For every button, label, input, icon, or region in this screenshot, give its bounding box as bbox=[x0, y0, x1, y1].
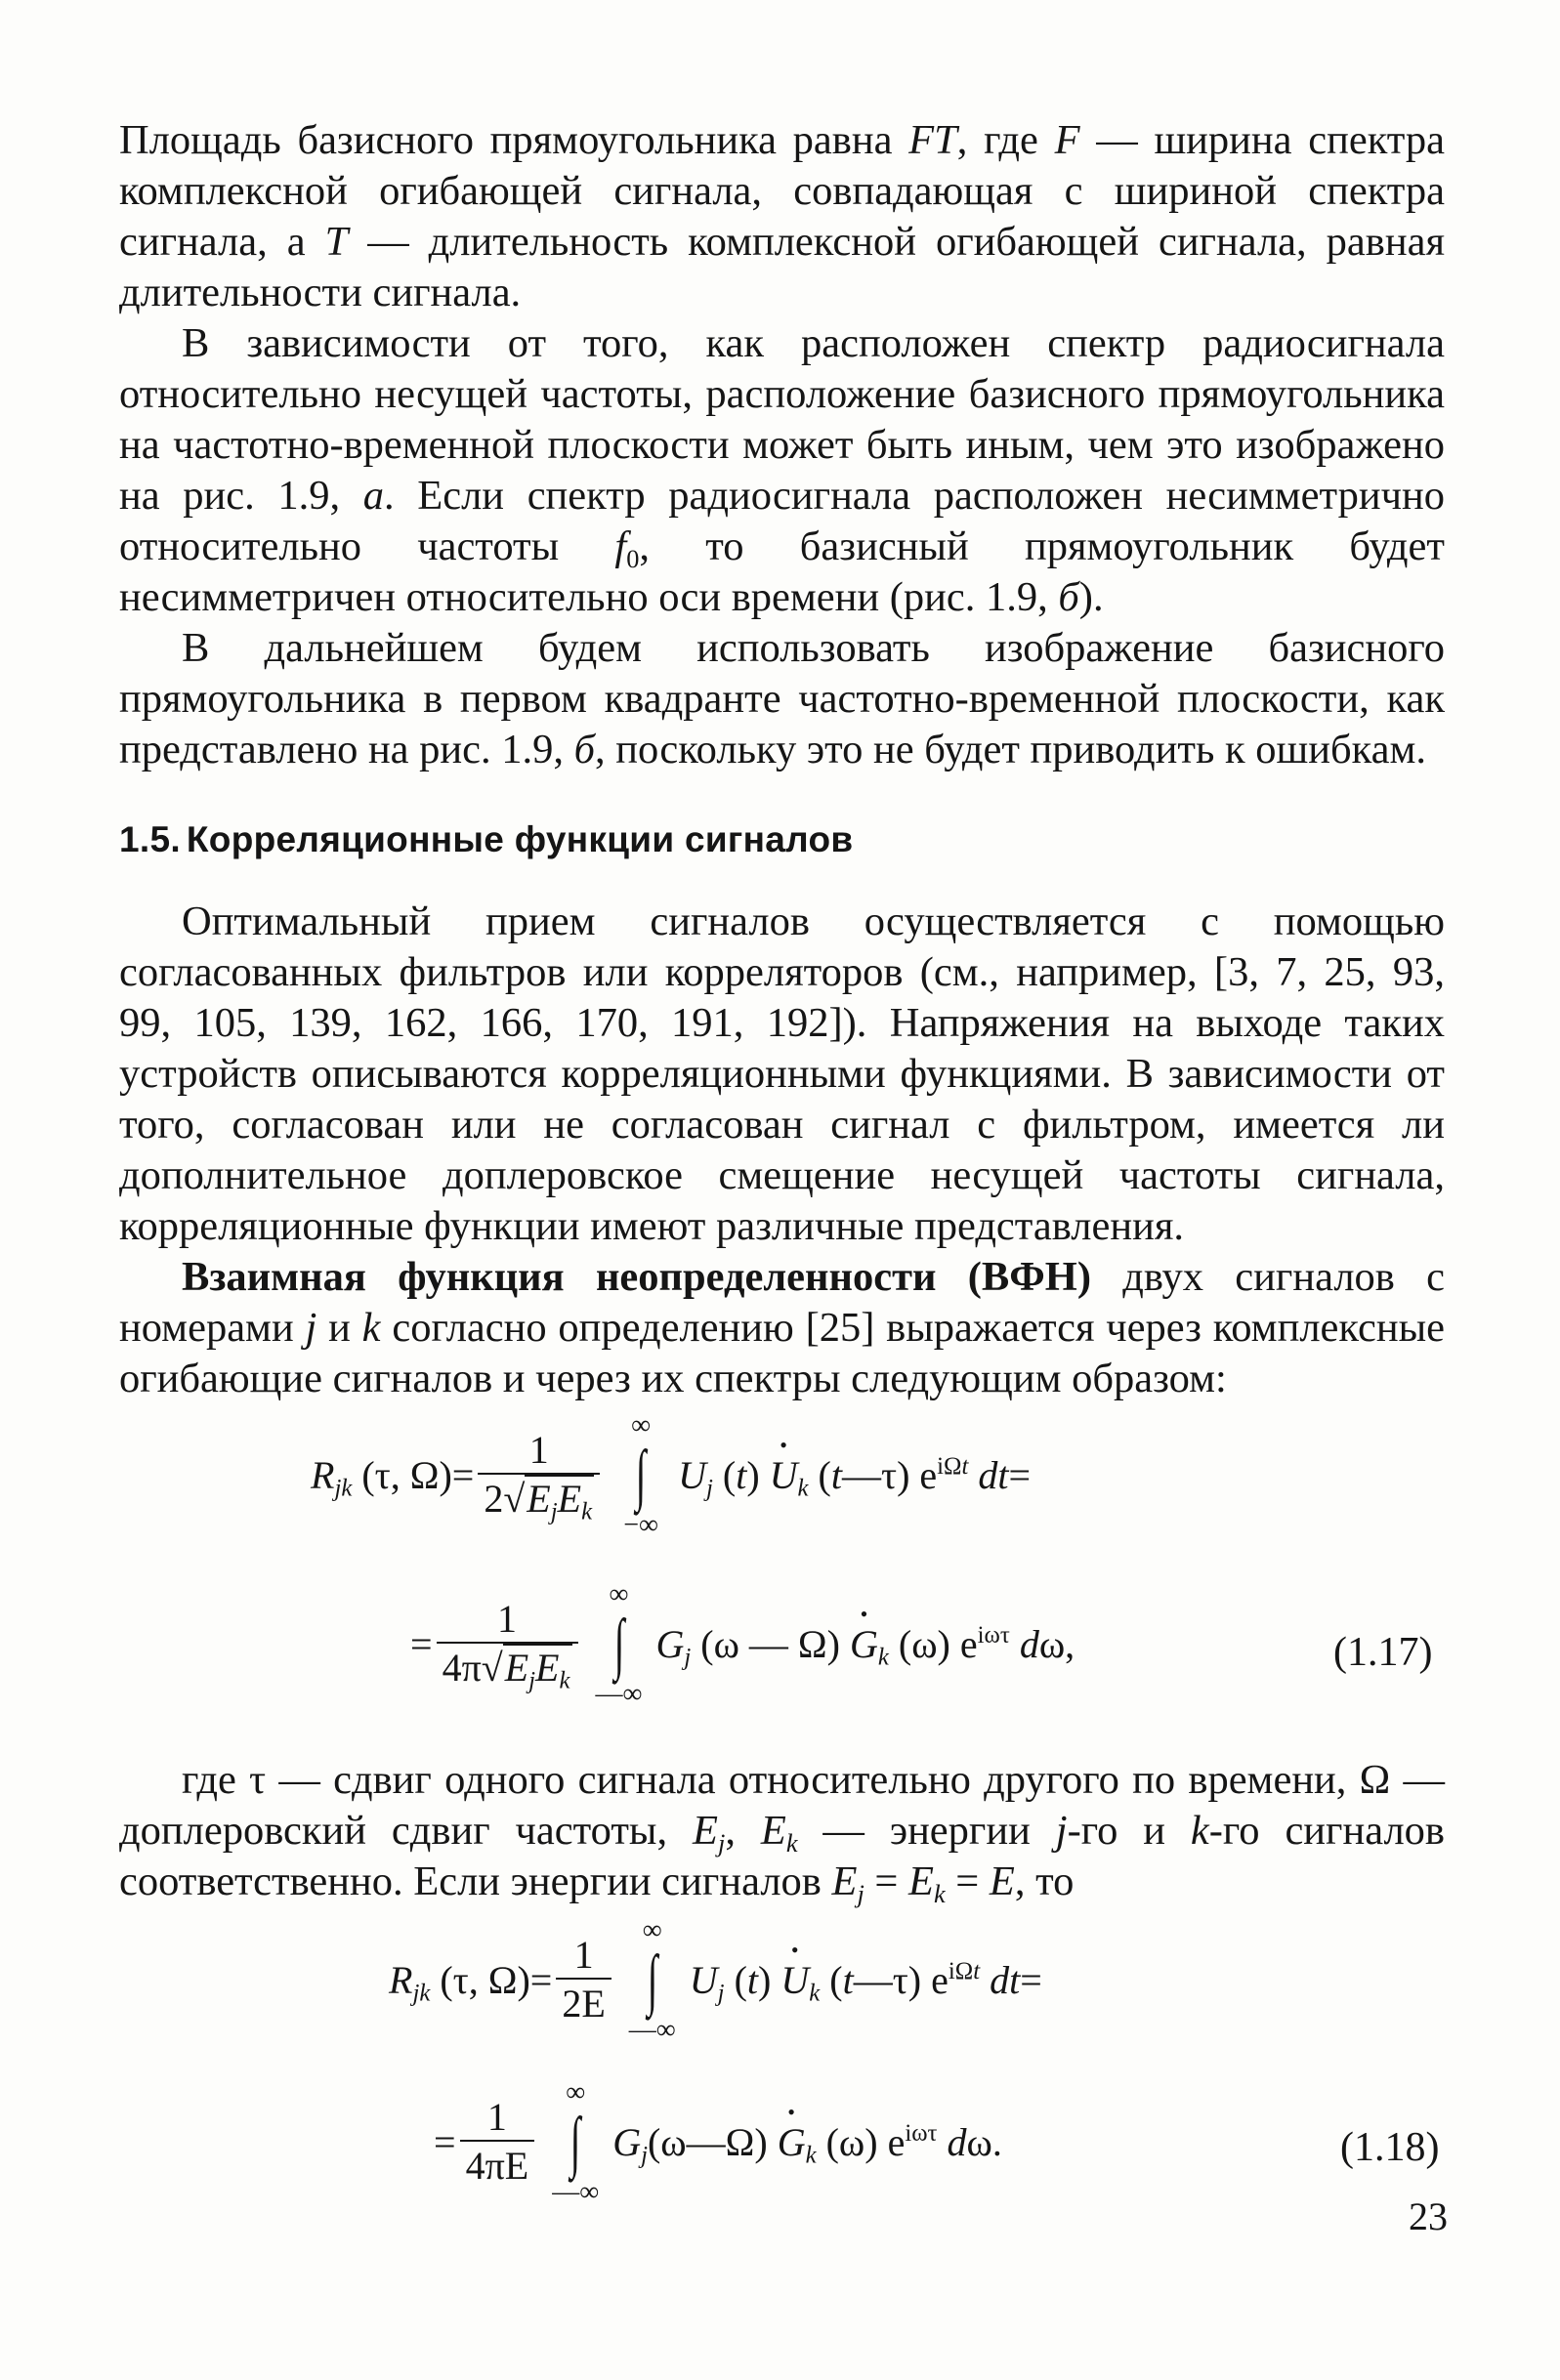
equation-number-1-17: (1.17) bbox=[1333, 1630, 1433, 1675]
equation-number-1-18: (1.18) bbox=[1340, 2125, 1440, 2170]
paragraph-where: где τ — сдвиг одного сигнала относительно другого по времени, Ω — доплеровский сдвиг частоты, $E_j$, $E_k$ — энергии j-го и k-го сигналов соответственно. Если энергии сигналов $E_j = E_k = E$, то bbox=[119, 1757, 1445, 1908]
term-vfn: Взаимная функция неопределенности (ВФН) bbox=[182, 1254, 1091, 1300]
paragraph-spectrum-position: В зависимости от того, как расположен спектр радиосигнала относительно несущей частоты, расположение базисного прямоугольника на частотно-временной плоскости может быть иным, чем это изображено на рис. 1.9, а. Если спектр радиосигнала расположен несимметрично относительно частоты $f_0$, то базисный прямоугольник будет несимметричен относительно оси времени (рис. 1.9, б). bbox=[119, 320, 1445, 620]
section-title: Корреляционные функции сигналов bbox=[186, 819, 854, 859]
equation-1-17-line-2: = $\frac{1}{4\pi√E_jE_k}$ ∞ ∫ —∞ $G_j$ (ω — Ω) • $G_k$ (ω) $e^{i\omega\tau}$ dω, bbox=[410, 1580, 1075, 1709]
section-number: 1.5. bbox=[119, 819, 181, 859]
paragraph-optimal-reception: Оптимальный прием сигналов осуществляется с помощью согласованных фильтров или корреляторов (см., например, [3, 7, 25, 93, 99, 105, 139, 162, 166, 170, 191, 192]). Напряжения на выходе таких устройств описываются корреляционными функциями. В зависимости от того, согласован или не согласован сигнал с фильтром, имеется ли дополнительное доплеровское смещение несущей частоты сигнала, корреляционные функции имеют различные представления. bbox=[119, 898, 1445, 1249]
equation-1-18-line-1: $R_{jk}$ (τ, Ω)= $\frac{1}{2E}$ ∞ ∫ —∞ $U_j$ (t) • $U_k$ (t—τ) $e^{i\Omega t}$ dt= bbox=[389, 1916, 1042, 2045]
middle-text-block bbox=[119, 897, 1445, 1404]
page-number: 23 bbox=[1409, 2194, 1448, 2238]
paragraph-vfn-definition: Взаимная функция неопределенности (ВФН) двух сигналов с номерами j и k согласно определению [25] выражается через комплексные огибающие сигналов и через их спектры следующим образом: bbox=[119, 1254, 1446, 1401]
equation-1-17-line-1: $R_{jk}$ (τ, Ω)= $\frac{1}{2√E_jE_k}$ ∞ ∫ −∞ $U_j$ (t) • $U_k$ (t—τ) $e^{i\Omega t}$ dt= bbox=[311, 1411, 1031, 1540]
top-text-block bbox=[119, 115, 1445, 775]
where-text-block bbox=[119, 1755, 1445, 1907]
equation-1-18-line-2: = $\frac{1}{4\pi E}$ ∞ ∫ —∞ $G_j(\omega—\Omega)$ • $G_k$ (ω) $e^{i\omega\tau}$ dω. bbox=[434, 2078, 1002, 2207]
section-heading bbox=[119, 818, 1389, 861]
paragraph-first-quadrant: В дальнейшем будем использовать изображение базисного прямоугольника в первом квадранте частотно-временной плоскости, как представлено на рис. 1.9, б, поскольку это не будет приводить к ошибкам. bbox=[119, 625, 1445, 772]
paragraph-basis-area: Площадь базисного прямоугольника равна FT, где F — ширина спектра комплексной огибающей сигнала, совпадающая с шириной спектра сигнала, а T — длительность комплексной огибающей сигнала, равная длительности сигнала. bbox=[119, 117, 1445, 315]
